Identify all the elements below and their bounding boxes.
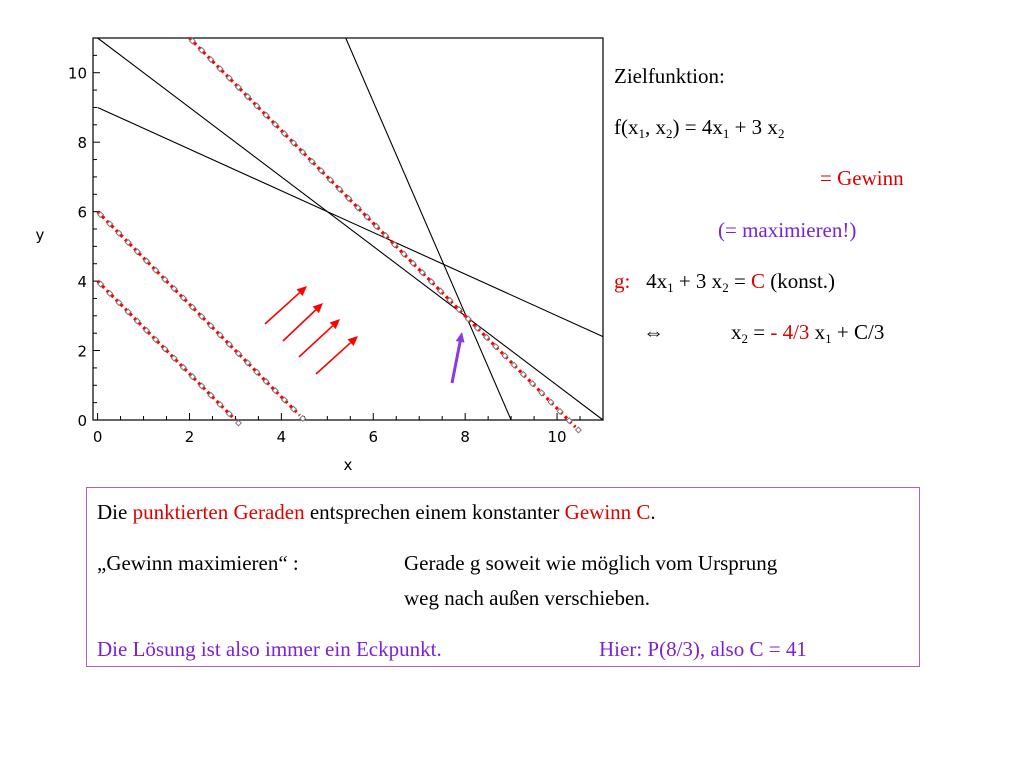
plot-area [0,0,620,480]
x-tick-label: 6 [368,428,379,446]
equivalence-icon: ⇔ [643,320,664,344]
x-axis-label: x [343,456,353,474]
x-tick-label: 8 [460,428,470,446]
explanation-text-1: Gerade g soweit wie möglich vom Ursprung [404,551,778,575]
explanation-conclusion: Die Lösung ist also immer ein Eckpunkt. [97,637,442,661]
objective-formula: $f(x_1$, $x_2) = 4x_1 + 3$ $x_2$ [614,115,785,141]
x-tick-label: 0 [92,428,103,446]
x-tick-label: 10 [547,428,567,446]
y-tick-label: 4 [77,273,87,292]
y-tick-label: 8 [77,134,87,153]
y-axis-label: y [35,226,45,244]
explanation-solution: Hier: P(8/3), also C = 41 [599,637,807,661]
y-tick-label: 0 [77,412,87,430]
x-tick-label: 2 [184,428,195,446]
y-tick-label: 6 [77,203,87,222]
x2-equation: $x_2$ = - 4/3 $x_1 + C/3$ [731,320,885,346]
explanation-box [86,487,920,667]
zielfunktion-heading: Zielfunktion: [614,64,725,88]
explanation-line-1: Die punktierten Geraden entsprechen einem konstanter Gewinn C. [97,500,656,524]
y-tick-label: 2 [77,342,87,361]
objective-marker [236,420,242,426]
y-tick-label: 10 [67,64,87,83]
x-tick-label: 4 [276,428,287,446]
objective-marker [576,427,582,433]
explanation-text-2: weg nach außen verschieben. [404,586,651,610]
gewinn-note: = Gewinn [820,166,904,190]
explanation-label: „Gewinn maximieren“ : [97,551,299,575]
g-equation: g: $4x_1 + 3$ $x_2 = C$ (konst.) [614,269,836,295]
maximieren-note: (= maximieren!) [718,218,857,242]
